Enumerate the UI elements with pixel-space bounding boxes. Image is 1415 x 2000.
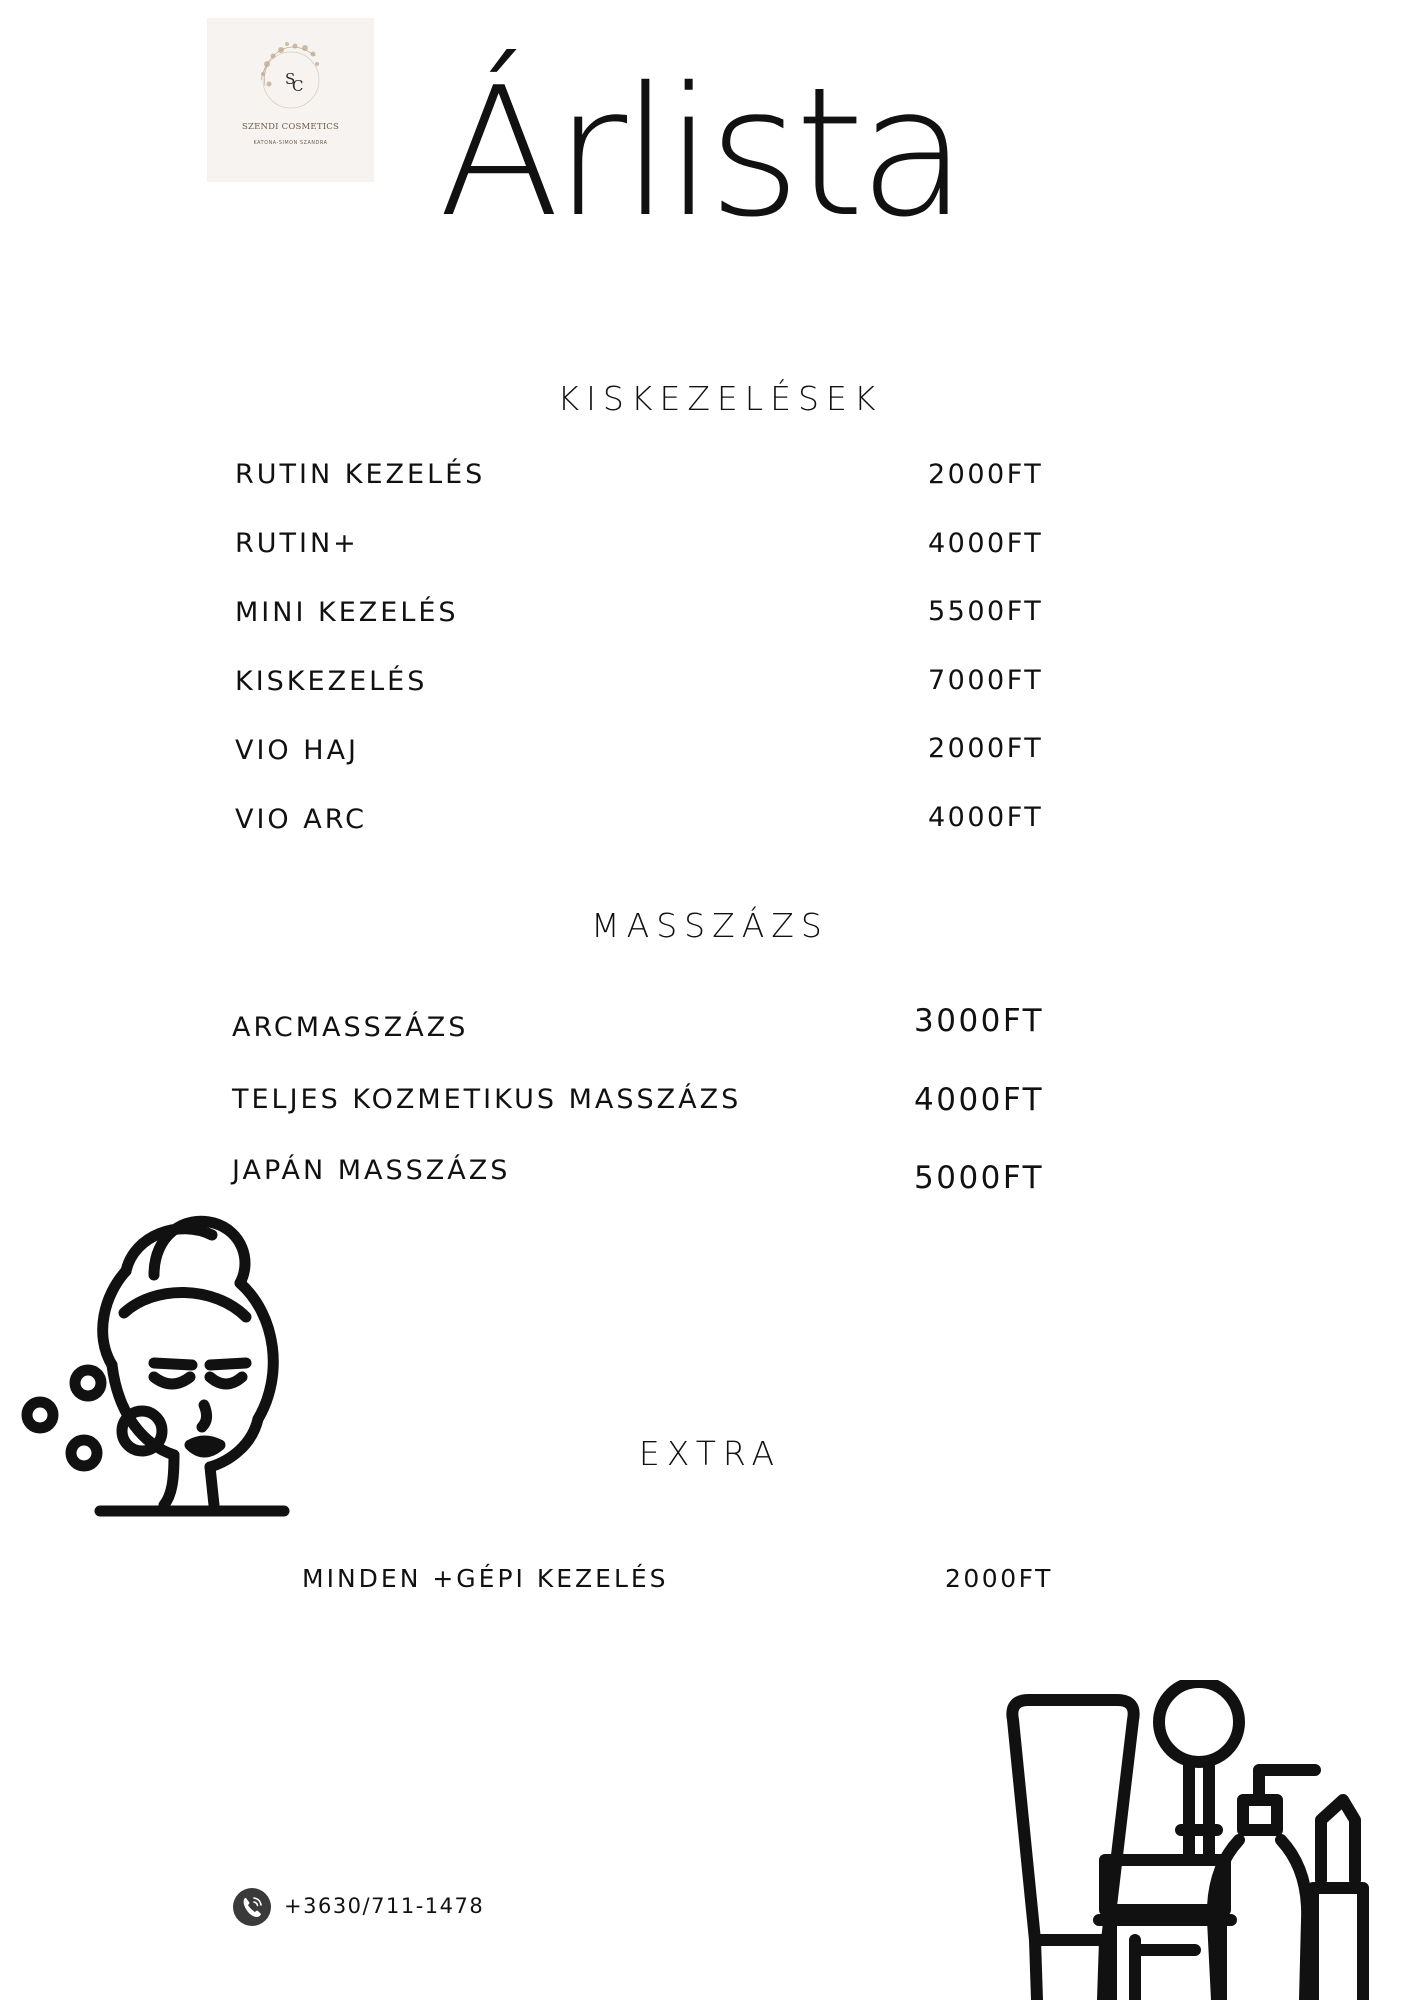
price-item-name: RUTIN KEZELÉS <box>235 459 486 490</box>
price-item-name: JAPÁN MASSZÁZS <box>232 1155 511 1186</box>
price-item-name: VIO ARC <box>235 804 368 835</box>
logo-brand-name: SZENDI COSMETICS <box>241 122 339 132</box>
price-item-price: 4000FT <box>914 1082 1045 1118</box>
price-item-name: RUTIN+ <box>235 528 359 559</box>
phone-number: +3630/711-1478 <box>284 1894 485 1918</box>
price-item-name: KISKEZELÉS <box>235 666 428 697</box>
price-item-name: VIO HAJ <box>235 735 360 766</box>
price-item-price: 5000FT <box>914 1160 1045 1196</box>
section-title-kiskezelesek: KISKEZELÉSEK <box>557 379 883 418</box>
phone-icon <box>232 1887 272 1927</box>
price-item-price: 4000FT <box>928 528 1044 559</box>
section-title-masszazs: MASSZÁZS <box>591 906 829 945</box>
svg-text:S: S <box>285 70 296 88</box>
face-towel-icon <box>14 1205 304 1523</box>
logo-owner-name: KATONA-SIMON SZANDRA <box>253 141 328 146</box>
svg-text:C: C <box>292 77 304 95</box>
price-item-price: 2000FT <box>945 1564 1053 1593</box>
price-item-name: MINDEN +GÉPI KEZELÉS <box>302 1564 669 1593</box>
price-item-name: TELJES KOZMETIKUS MASSZÁZS <box>232 1084 742 1115</box>
price-item-price: 7000FT <box>928 665 1044 696</box>
price-item-price: 2000FT <box>928 733 1044 764</box>
cosmetics-products-icon <box>995 1680 1375 2000</box>
price-item-price: 3000FT <box>914 1003 1045 1039</box>
page-title: Árlista <box>438 49 962 256</box>
price-item-price: 2000FT <box>928 459 1044 490</box>
price-item-name: MINI KEZELÉS <box>235 597 459 628</box>
price-item-name: ARCMASSZÁZS <box>232 1012 469 1043</box>
price-item-price: 4000FT <box>928 802 1044 833</box>
price-item-price: 5500FT <box>928 596 1044 627</box>
section-title-extra: EXTRA <box>638 1434 782 1473</box>
